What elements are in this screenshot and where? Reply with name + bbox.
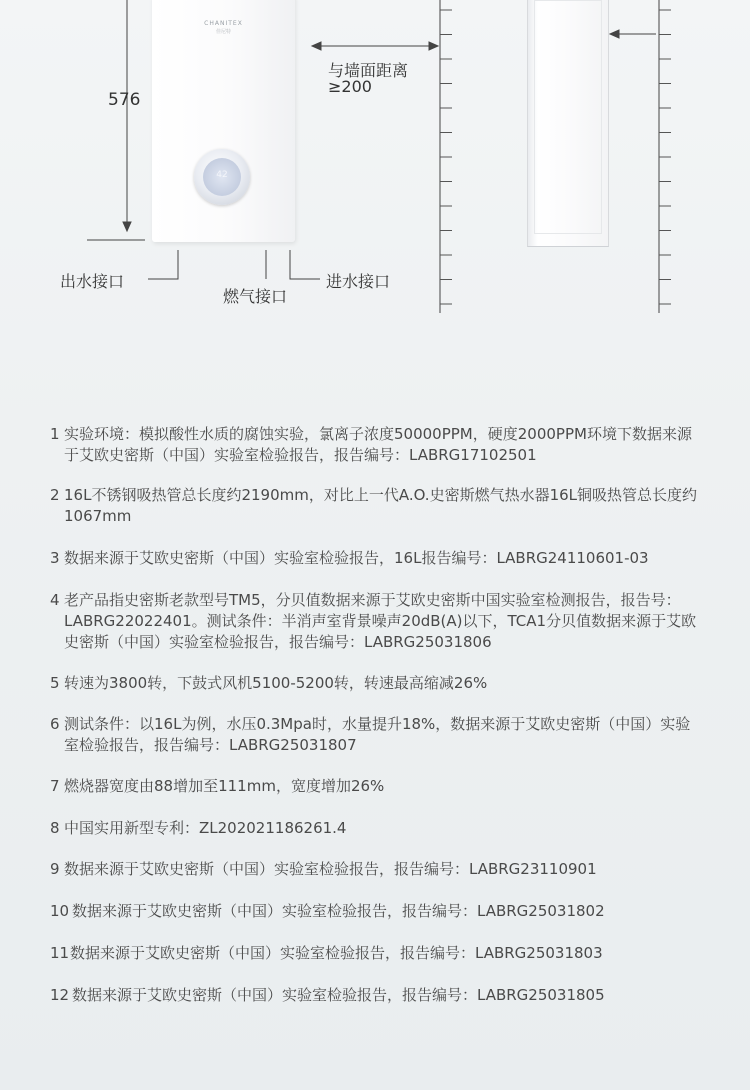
- footnote-number: 7: [50, 777, 60, 795]
- knob-display-digits: 42: [216, 170, 228, 180]
- footnote-text: 老产品指史密斯老款型号TM5，分贝值数据来源于艾欧史密斯中国实验室检测报告，报告号：LABRG22022401。测试条件：半消声室背景噪声20dB(A)以下，TCA1分贝值数据来源于艾欧史密斯（中国）实验室检验报告，报告编号：LABRG25031806: [64, 591, 697, 651]
- installation-diagram: [0, 0, 750, 380]
- footnote-text: 测试条件：以16L为例，水压0.3Mpa时，水量提升18%，数据来源于艾欧史密斯（中国）实验室检验报告，报告编号：LABRG25031807: [64, 715, 691, 754]
- footnote-number: 4: [50, 591, 60, 609]
- brand-logo-en: CHANITEX: [204, 20, 243, 27]
- side-panel-inset: [534, 0, 602, 234]
- footnote-number: 8: [50, 819, 60, 837]
- footnote-number: 5: [50, 674, 60, 692]
- water-outlet-label: 出水接口: [60, 272, 125, 291]
- footnote-item: [50, 590, 700, 653]
- footnote-item: [50, 901, 700, 922]
- footnote-text: 数据来源于艾欧史密斯（中国）实验室检验报告，16L报告编号：LABRG24110601-03: [64, 549, 649, 567]
- brand-logo-cn: 佳尼特: [215, 29, 231, 35]
- footnote-text: 数据来源于艾欧史密斯（中国）实验室检验报告，报告编号：LABRG25031805: [72, 986, 605, 1004]
- footnote-item: [50, 859, 700, 880]
- footnote-number: 1: [50, 425, 60, 443]
- footnote-item: [50, 776, 700, 797]
- footnote-text: 数据来源于艾欧史密斯（中国）实验室检验报告，报告编号：LABRG25031803: [70, 944, 603, 962]
- footnote-number: 9: [50, 860, 60, 878]
- water-heater-side: [527, 0, 609, 247]
- water-heater-front: [152, 0, 295, 242]
- footnote-text: 数据来源于艾欧史密斯（中国）实验室检验报告，报告编号：LABRG23110901: [64, 860, 597, 878]
- footnote-number: 6: [50, 715, 60, 733]
- wall-distance-value: ≥200: [328, 77, 372, 96]
- footnote-item: [50, 424, 700, 466]
- knob-display-face: [203, 158, 241, 196]
- footnote-text: 数据来源于艾欧史密斯（中国）实验室检验报告，报告编号：LABRG25031802: [72, 902, 605, 920]
- footnote-item: [50, 485, 700, 527]
- control-knob: [194, 149, 250, 205]
- footnote-number: 3: [50, 549, 60, 567]
- footnote-item: [50, 673, 700, 694]
- footnote-item: [50, 548, 700, 569]
- wall-distance-label: 与墙面距离: [328, 61, 409, 80]
- footnote-text: 16L不锈钢吸热管总长度约2190mm，对比上一代A.O.史密斯燃气热水器16L铜吸热管总长度约1067mm: [64, 486, 698, 525]
- footnote-text: 实验环境：模拟酸性水质的腐蚀实验，氯离子浓度50000PPM，硬度2000PPM环境下数据来源于艾欧史密斯（中国）实验室检验报告，报告编号：LABRG17102501: [64, 425, 692, 464]
- footnote-number: 11: [50, 944, 70, 962]
- footnote-item: [50, 714, 700, 756]
- height-dimension-label: 576: [108, 90, 141, 110]
- water-inlet-label: 进水接口: [326, 272, 391, 291]
- footnote-number: 12: [50, 986, 70, 1004]
- footnote-item: [50, 818, 700, 839]
- footnote-text: 中国实用新型专利：ZL202021186261.4: [64, 819, 347, 837]
- footnote-text: 转速为3800转，下鼓式风机5100-5200转，转速最高缩减26%: [64, 674, 488, 692]
- footnote-item: [50, 943, 700, 964]
- footnote-text: 燃烧器宽度由88增加至111mm，宽度增加26%: [64, 777, 385, 795]
- footnote-number: 2: [50, 486, 60, 504]
- footnote-number: 10: [50, 902, 70, 920]
- gas-connection-label: 燃气接口: [223, 287, 288, 306]
- dimension-lines: [0, 0, 750, 380]
- footnote-item: [50, 985, 700, 1006]
